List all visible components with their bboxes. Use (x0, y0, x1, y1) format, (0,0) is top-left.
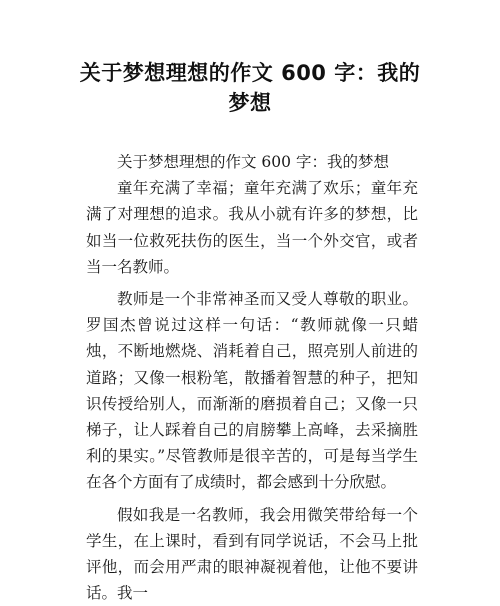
document-body (86, 149, 418, 606)
paragraph: 关于梦想理想的作文 600 字：我的梦想 (117, 153, 389, 171)
paragraph: 假如我是一名教师，我会用微笑带给每一个学生，在上课时，看到有同学说话，不会马上批评他，而会用严肃的眼神凝视着他，让他不要讲话。我一 (86, 505, 418, 603)
paragraph: 童年充满了幸福；童年充满了欢乐；童年充满了对理想的追求。我从小就有许多的梦想，比如当一位救死扶伤的医生，当一个外交官，或者当一名教师。 (86, 179, 418, 276)
document-title: 关于梦想理想的作文 600 字：我的梦想 (79, 61, 421, 115)
paragraph: 教师是一个非常神圣而又受人尊敬的职业。罗国杰曾说过这样一句话：“教师就像一只蜡烛，不断地燃烧、消耗着自己，照亮别人前进的道路；又像一根粉笔，散播着智慧的种子，把知识传授给别人，而渐渐的磨损着自己；又像一只梯子，让人踩着自己的肩膀攀上高峰，去采摘胜利的果实。”尽管教师是很辛苦的，可是每当学生在各个方面有了成绩时，都会感到十分欣慰。 (86, 290, 418, 492)
